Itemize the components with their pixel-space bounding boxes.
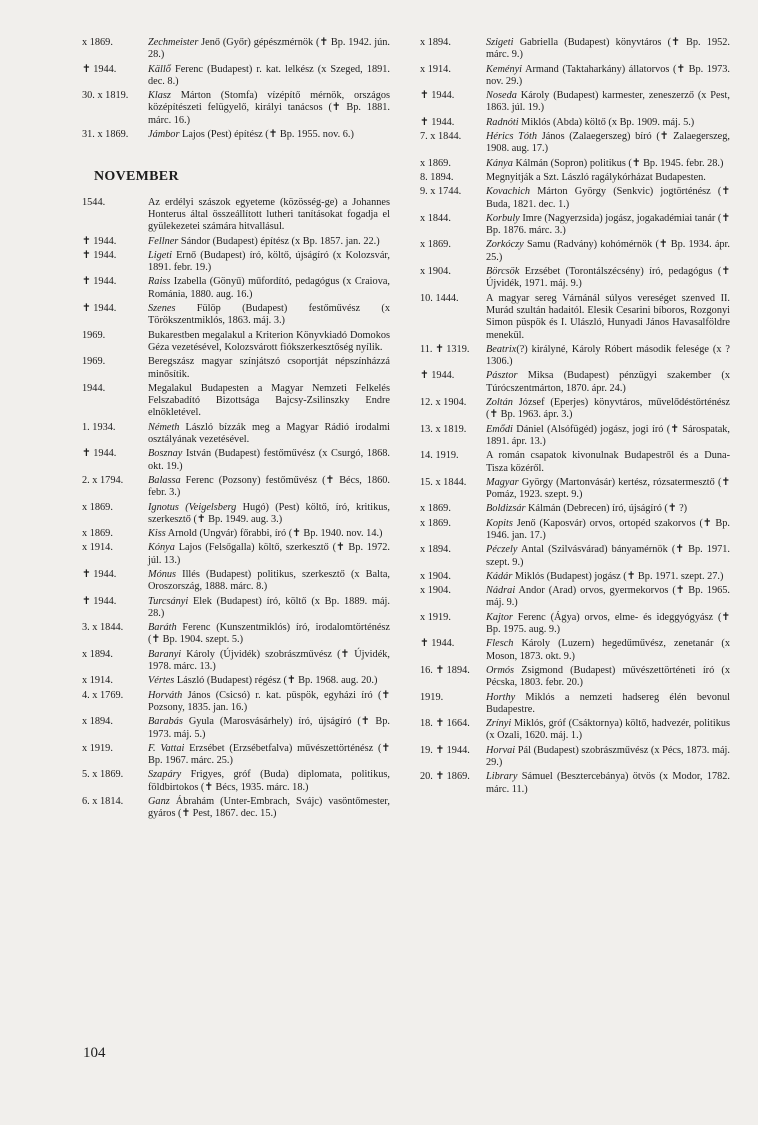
entry-description: István (Budapest) festőművész (x Csurgó, 1868. okt. 19.)	[148, 448, 390, 472]
entry-name: Szenes	[148, 303, 176, 315]
entry-date: x 1914.	[82, 542, 113, 554]
entry-name: Jámbor	[148, 129, 180, 141]
entry-description: Elek (Budapest) író, költő (x Bp. 1889. máj. 28.)	[148, 595, 390, 619]
entry-description: Miksa (Budapest) pénzügyi szakember (x Túrócszentmárton, 1870. ápr. 24.)	[486, 370, 730, 394]
entry-date: 20. ✝ 1869.	[420, 771, 470, 783]
entry-description: Illés (Budapest) politikus, szerkesztő (x Balta, Oroszország, 1888. márc. 8.)	[148, 568, 390, 593]
entry-description: József (Eperjes) könyvtáros, művelődéstörténész (✝ Bp. 1963. ápr. 3.)	[486, 397, 730, 421]
entry-date: 11. ✝ 1319.	[420, 343, 470, 355]
entry-date: x 1869.	[420, 503, 451, 515]
entry-name: Baráth	[148, 622, 177, 634]
entry-description: Miklós (Abda) költő (x Bp. 1909. máj. 5.)	[518, 116, 695, 128]
entry-text	[148, 90, 390, 127]
entry-date: 12. x 1904.	[420, 397, 467, 409]
calendar-entry	[420, 90, 730, 115]
entry-date: 5. x 1869.	[82, 769, 124, 781]
calendar-entry	[420, 131, 730, 156]
entry-description: Márton György (Senkvic) jogtörténész (✝ Buda, 1821. dec. 1.)	[486, 186, 730, 210]
entry-description: Kálmán (Sopron) politikus (✝ Bp. 1945. febr. 28.)	[512, 157, 724, 169]
entry-description: Az erdélyi szászok egyeteme (közösség-ge) a Johannes Honterus által összeállított lutheri tanításokat fogadja el gyülekezetei számára hitvallásul.	[148, 196, 390, 233]
entry-description: Lajos (Pest) építész (✝ Bp. 1955. nov. 6.)	[179, 129, 354, 141]
calendar-entry	[420, 718, 730, 743]
month-heading: NOVEMBER	[94, 169, 179, 185]
entry-date: ✝ 1944.	[82, 235, 117, 247]
entry-date: 15. x 1844.	[420, 476, 467, 488]
entry-date: x 1869.	[82, 37, 113, 48]
calendar-entry	[82, 197, 390, 234]
entry-description: Kálmán (Debrecen) író, újságíró (✝ ?)	[525, 503, 688, 515]
entry-name: Ganz	[148, 796, 170, 808]
entry-date: 1969.	[82, 356, 106, 368]
calendar-entry	[82, 330, 390, 355]
entry-description: Sándor (Budapest) építész (x Bp. 1857. jan. 22.)	[178, 235, 380, 247]
entry-date: x 1914.	[82, 675, 113, 687]
entry-text	[486, 37, 730, 62]
entry-date: ✝ 1944.	[82, 303, 117, 315]
entry-text	[148, 197, 390, 234]
entry-text	[486, 344, 730, 369]
entry-text	[486, 90, 730, 115]
entry-text	[148, 303, 390, 328]
entry-name: Library	[486, 771, 518, 783]
entry-description: János (Csicsó) r. kat. püspök, egyházi író (✝ Pozsony, 1835. jan. 16.)	[148, 689, 390, 713]
entry-description: Arnold (Ungvár) főrabbi, író (✝ Bp. 1940. nov. 14.)	[165, 528, 383, 540]
entry-description: Márton (Stomfa) vízépítő mérnök, országos középítészeti felügyelő, királyi tanácsos (✝ Bp. 1881. márc. 16.)	[148, 90, 390, 126]
calendar-entry	[82, 276, 390, 301]
calendar-entry	[82, 769, 390, 794]
entry-date: x 1894.	[420, 37, 451, 48]
entry-date: x 1869.	[420, 157, 451, 169]
entry-text	[486, 64, 730, 89]
entry-name: Kádár	[486, 570, 513, 582]
entry-date: ✝ 1944.	[82, 276, 117, 288]
entry-date: 6. x 1814.	[82, 796, 124, 808]
entry-name: Radnóti	[486, 116, 519, 128]
calendar-entry	[420, 117, 730, 129]
entry-description: Károly (Luzern) hegedűművész, zenetanár (x Moson, 1873. okt. 9.)	[486, 638, 730, 662]
entry-name: Boldizsár	[486, 503, 526, 515]
entry-name: Flesch	[486, 638, 514, 650]
entry-date: x 1919.	[82, 742, 113, 754]
entry-text	[148, 37, 390, 62]
entry-name: Horthy	[486, 691, 516, 703]
entry-name: Börcsök	[486, 266, 520, 278]
entry-date: 10. 1444.	[420, 292, 459, 304]
entry-name: Horváth	[148, 689, 183, 701]
calendar-entry	[420, 344, 730, 369]
entry-name: Pásztor	[486, 370, 518, 382]
calendar-entry	[420, 293, 730, 342]
calendar-entry	[82, 250, 390, 275]
entry-text	[486, 518, 730, 543]
calendar-entry	[82, 542, 390, 567]
entry-name: Beatrix	[486, 343, 517, 355]
entry-name: Vértes	[148, 675, 175, 687]
calendar-entry	[420, 571, 730, 583]
calendar-entry	[82, 528, 390, 540]
entry-description: János (Zalaegerszeg) bíró (✝ Zalaegerszeg, 1908. aug. 17.)	[486, 131, 730, 155]
entry-description: Dániel (Alsófügéd) jogász, jogi író (✝ Sárospatak, 1891. ápr. 13.)	[486, 423, 730, 447]
entry-date: 4. x 1769.	[82, 689, 124, 701]
entry-date: ✝ 1944.	[82, 595, 117, 607]
calendar-entry	[420, 518, 730, 543]
calendar-entry	[82, 716, 390, 741]
entry-name: F. Vattai	[148, 742, 185, 754]
entry-name: Keményi	[486, 63, 523, 75]
calendar-entry	[82, 129, 390, 141]
entry-date: 14. 1919.	[420, 450, 459, 462]
entry-text	[148, 330, 390, 355]
entry-text	[486, 397, 730, 422]
entry-text	[148, 542, 390, 567]
entry-description: Ernő (Budapest) író, költő, újságíró (x Kolozsvár, 1891. febr. 19.)	[148, 249, 390, 274]
entry-name: Mónus	[148, 568, 177, 580]
entry-text	[148, 502, 390, 527]
calendar-entry	[420, 477, 730, 502]
calendar-entry	[420, 745, 730, 770]
entry-text	[148, 690, 390, 715]
entry-name: Klasz	[148, 90, 171, 102]
entry-text	[148, 743, 390, 768]
entry-description: Ferenc (Pozsony) festőművész (✝ Bécs, 1860. febr. 3.)	[148, 474, 390, 499]
entry-text	[486, 266, 730, 291]
entry-date: 7. x 1844.	[420, 131, 462, 143]
entry-description: Samu (Radvány) kohómérnök (✝ Bp. 1934. ápr. 25.)	[486, 239, 730, 263]
entry-text	[486, 477, 730, 502]
entry-text	[486, 745, 730, 770]
entry-date: ✝ 1944.	[420, 370, 455, 382]
calendar-entry	[82, 502, 390, 527]
calendar-entry	[420, 172, 730, 184]
entry-name: Horvai	[486, 744, 516, 756]
entry-date: ✝ 1944.	[82, 448, 117, 460]
calendar-entry	[82, 236, 390, 248]
entry-date: x 1869.	[420, 517, 451, 529]
left-column	[82, 37, 390, 823]
entry-name: Magyar	[486, 476, 519, 488]
entry-name: Ignotus (Veigelsberg	[148, 501, 237, 513]
entry-description: Károly (Újvidék) szobrászművész (✝ Újvidék, 1978. márc. 13.)	[148, 648, 390, 673]
entry-name: Zrínyi	[486, 718, 512, 730]
entry-text	[148, 64, 390, 89]
entry-description: Gabriella (Budapest) könyvtáros (✝ Bp. 1952. márc. 9.)	[486, 37, 730, 61]
entry-date: x 1869.	[82, 528, 113, 540]
entry-text	[486, 503, 730, 515]
entry-date: x 1904.	[420, 266, 451, 278]
entry-name: Nádrai	[486, 585, 516, 597]
entry-date: x 1914.	[420, 63, 451, 75]
calendar-entry	[420, 612, 730, 637]
entry-text	[148, 675, 390, 687]
entry-text	[148, 129, 390, 141]
calendar-entry	[82, 622, 390, 647]
entry-text	[486, 571, 730, 583]
entry-description: Károly (Budapest) karmester, zeneszerző (x Pest, 1863. júl. 19.)	[486, 90, 730, 114]
entry-description: Beregszász magyar színjátszó csoportját népszínházzá minősítik.	[148, 356, 390, 380]
calendar-entry	[420, 213, 730, 238]
entry-text	[486, 424, 730, 449]
entry-description: György (Martonvásár) kertész, rózsatermesztő (✝ Pomáz, 1923. szept. 9.)	[486, 476, 730, 501]
entry-name: Barabás	[148, 716, 183, 728]
entry-name: Ligeti	[148, 249, 173, 261]
calendar-entry	[420, 585, 730, 610]
entry-text	[148, 716, 390, 741]
entry-name: Szigeti	[486, 37, 514, 48]
entry-name: Kónya	[148, 542, 175, 554]
entry-text	[148, 276, 390, 301]
entry-date: 1969.	[82, 329, 106, 341]
entry-date: ✝ 1944.	[82, 63, 117, 75]
calendar-entry	[420, 544, 730, 569]
entry-name: Bosznay	[148, 448, 183, 460]
entry-date: 16. ✝ 1894.	[420, 664, 470, 676]
entry-date: 3. x 1844.	[82, 622, 124, 634]
entry-name: Németh	[148, 421, 180, 433]
calendar-entry	[420, 692, 730, 717]
entry-date: 30. x 1819.	[82, 90, 129, 102]
entry-text	[486, 718, 730, 743]
calendar-entry	[420, 424, 730, 449]
entry-date: x 1919.	[420, 611, 451, 623]
entry-name: Kiss	[148, 528, 166, 540]
calendar-entry	[82, 383, 390, 420]
entry-date: 2. x 1794.	[82, 474, 124, 486]
entry-description: Andor (Arad) orvos, gyermekorvos (✝ Bp. 1965. máj. 9.)	[486, 585, 730, 609]
entry-description: Ferenc (Kunszentmiklós) író, irodalomtörténész (✝ Bp. 1904. szept. 5.)	[148, 622, 390, 646]
entry-description: Ferenc (Budapest) r. kat. lelkész (x Szeged, 1891. dec. 8.)	[148, 63, 390, 87]
entry-name: Noseda	[486, 90, 517, 102]
entry-name: Korbuly	[486, 212, 520, 224]
entry-name: Kajtor	[486, 611, 513, 623]
right-column	[420, 37, 730, 798]
entry-name: Kopits	[486, 517, 513, 529]
entry-name: Zechmeister	[148, 37, 199, 48]
entry-name: Baranyi	[148, 648, 182, 660]
entry-text	[148, 448, 390, 473]
entry-description: László bízzák meg a Magyar Rádió irodalmi osztályának vezetésével.	[148, 421, 390, 446]
entry-description: (?) királyné, Károly Róbert második felesége (x ? 1306.)	[486, 343, 730, 368]
calendar-entry	[82, 796, 390, 821]
entry-text	[486, 544, 730, 569]
calendar-entry	[82, 356, 390, 381]
entry-text	[148, 769, 390, 794]
entry-text	[486, 370, 730, 395]
calendar-entry	[82, 64, 390, 89]
entry-name: Balassa	[148, 474, 181, 486]
entry-description: Miklós a nemzeti hadsereg élén bevonul Budapestre.	[486, 691, 730, 715]
calendar-entry	[82, 448, 390, 473]
entry-name: Källő	[148, 63, 171, 75]
entry-name: Ormós	[486, 664, 515, 676]
entry-date: 1. 1934.	[82, 421, 116, 433]
entry-date: ✝ 1944.	[420, 638, 455, 650]
entry-date: ✝ 1944.	[420, 116, 455, 128]
calendar-entry	[82, 690, 390, 715]
calendar-entry	[82, 303, 390, 328]
calendar-entry	[420, 64, 730, 89]
entry-text	[486, 692, 730, 717]
entry-text	[486, 638, 730, 663]
entry-date: x 1894.	[82, 648, 113, 660]
entry-description: A román csapatok kivonulnak Budapestről és a Duna-Tisza közéről.	[486, 450, 730, 474]
entry-text	[486, 239, 730, 264]
entry-text	[148, 356, 390, 381]
entry-date: 9. x 1744.	[420, 186, 462, 198]
entry-description: László (Budapest) régész (✝ Bp. 1968. aug. 20.)	[174, 675, 378, 687]
entry-text	[148, 528, 390, 540]
entry-date: x 1844.	[420, 212, 451, 224]
entry-text	[148, 596, 390, 621]
entry-date: 1944.	[82, 382, 106, 394]
entry-description: A magyar sereg Várnánál súlyos vereséget szenved II. Murád szultán hadaitól. Elesik Cesarini bíboros, Rozgonyi Simon püspök és I. Ulászló, Hunyadi János Havasalföldre menekül.	[486, 292, 730, 341]
entry-date: 13. x 1819.	[420, 423, 467, 435]
entry-text	[486, 585, 730, 610]
entry-description: Hugó) (Pest) költő, író, kritikus, szerkesztő (✝ Bp. 1949. aug. 3.)	[148, 501, 390, 525]
entry-description: Lajos (Felsőgalla) költő, szerkesztő (✝ Bp. 1972. júl. 13.)	[148, 542, 390, 566]
calendar-entry	[420, 158, 730, 170]
entry-description: Miklós (Budapest) jogász (✝ Bp. 1971. szept. 27.)	[512, 570, 724, 582]
entry-text	[148, 236, 390, 248]
calendar-entry	[82, 37, 390, 62]
entry-text	[148, 569, 390, 594]
entry-date: x 1869.	[82, 501, 113, 513]
calendar-entry	[420, 239, 730, 264]
entry-description: Miklós, gróf (Csáktornya) költő, hadvezér, politikus (x Ozali, 1620. máj. 1.)	[486, 718, 730, 742]
entry-description: Antal (Szilvásvárad) bányamérnök (✝ Bp. 1971. szept. 9.)	[486, 544, 730, 568]
entry-text	[148, 649, 390, 674]
entry-description: Jenő (Győr) gépészmérnök (✝ Bp. 1942. jún. 28.)	[148, 37, 390, 61]
entry-text	[486, 186, 730, 211]
calendar-entry	[420, 370, 730, 395]
calendar-entry	[420, 450, 730, 475]
entry-description: Megalakul Budapesten a Magyar Nemzeti Felkelés Felszabadító Bizottsága Bajcsy-Zsilinszky Endre elnökletével.	[148, 382, 390, 419]
entry-date: 8. 1894.	[420, 171, 454, 183]
entry-name: Szapáry	[148, 769, 182, 781]
entry-date: 18. ✝ 1664.	[420, 718, 470, 730]
entry-date: x 1904.	[420, 570, 451, 582]
entry-name: Emődi	[486, 423, 513, 435]
calendar-entry	[82, 596, 390, 621]
entry-description: Imre (Nagyerzsida) jogász, jogakadémiai tanár (✝ Bp. 1876. márc. 3.)	[486, 212, 730, 237]
entry-description: Fülöp (Budapest) festőművész (x Törökszentmiklós, 1863. máj. 3.)	[148, 303, 390, 327]
page-number: 104	[83, 1045, 106, 1061]
calendar-entry	[82, 675, 390, 687]
entry-description: Ferenc (Ágya) orvos, elme- és ideggyógyász (✝ Bp. 1975. aug. 9.)	[486, 611, 730, 636]
entry-text	[148, 250, 390, 275]
entry-description: Gyula (Marosvásárhely) író, újságíró (✝ Bp. 1973. máj. 5.)	[148, 716, 390, 740]
entry-text	[486, 771, 730, 796]
calendar-entry	[82, 90, 390, 127]
calendar-entry	[420, 397, 730, 422]
entry-date: 1544.	[82, 196, 106, 208]
entry-description: Erzsébet (Torontálszécsény) író, pedagógus (✝ Újvidék, 1971. máj. 9.)	[486, 266, 730, 290]
entry-date: x 1904.	[420, 585, 451, 597]
entry-name: Kovachich	[486, 186, 531, 198]
entry-text	[486, 293, 730, 342]
entry-text	[486, 172, 730, 184]
calendar-entry	[420, 37, 730, 62]
entry-description: Izabella (Gönyű) műfordító, pedagógus (x Craiova, Románia, 1880. aug. 16.)	[148, 276, 390, 300]
entry-description: Megnyitják a Szt. László ragálykórházat Budapesten.	[486, 171, 706, 183]
entry-text	[486, 158, 730, 170]
entry-name: Zorkóczy	[486, 239, 524, 251]
entry-date: x 1869.	[420, 239, 451, 251]
entry-date: 19. ✝ 1944.	[420, 744, 470, 756]
entry-date: 31. x 1869.	[82, 129, 129, 141]
entry-description: Erzsébet (Erzsébetfalva) művészettörténész (✝ Bp. 1967. márc. 25.)	[148, 742, 391, 767]
entry-text	[486, 117, 730, 129]
entry-name: Hérics Tóth	[486, 131, 538, 143]
calendar-entry	[420, 638, 730, 663]
calendar-entry	[420, 665, 730, 690]
entry-name: Fellner	[148, 235, 179, 247]
entry-name: Raiss	[148, 276, 171, 288]
calendar-entry	[82, 422, 390, 447]
entry-date: x 1894.	[420, 544, 451, 556]
entry-date: ✝ 1944.	[82, 568, 117, 580]
entry-text	[486, 612, 730, 637]
calendar-entry	[82, 743, 390, 768]
calendar-entry	[82, 649, 390, 674]
entry-name: Péczely	[486, 544, 518, 556]
entry-name: Kánya	[486, 157, 513, 169]
entry-text	[148, 796, 390, 821]
entry-description: Bukarestben megalakul a Kriterion Könyvkiadó Domokos Géza vezetésével, Kolozsvárott fiókszerkesztőség nyílik.	[148, 329, 390, 353]
entry-description: Pál (Budapest) szobrászművész (x Pécs, 1873. máj. 29.)	[486, 744, 730, 769]
entry-text	[148, 383, 390, 420]
entry-text	[148, 422, 390, 447]
entry-date: x 1894.	[82, 716, 113, 728]
entry-description: Jenő (Kaposvár) orvos, ortopéd szakorvos (✝ Bp. 1946. jan. 17.)	[486, 517, 730, 541]
calendar-entry	[82, 569, 390, 594]
entry-text	[486, 213, 730, 238]
entry-description: Frigyes, gróf (Buda) diplomata, politikus, földbirtokos (✝ Bécs, 1935. márc. 18.)	[148, 769, 390, 793]
calendar-entry	[420, 503, 730, 515]
entry-date: ✝ 1944.	[420, 90, 455, 102]
entry-description: Armand (Taktaharkány) állatorvos (✝ Bp. 1973. nov. 29.)	[486, 63, 730, 87]
entry-name: Zoltán	[486, 397, 513, 409]
entry-date: ✝ 1944.	[82, 249, 117, 261]
entry-name: Turcsányi	[148, 595, 189, 607]
calendar-entry	[420, 186, 730, 211]
entry-description: Zsigmond (Budapest) művészettörténeti író (x Pécska, 1803. febr. 20.)	[486, 664, 730, 689]
entry-text	[486, 450, 730, 475]
entry-text	[486, 131, 730, 156]
entry-text	[148, 475, 390, 500]
entry-description: Ábrahám (Unter-Embrach, Svájc) vasöntőmester, gyáros (✝ Pest, 1867. dec. 15.)	[148, 796, 390, 820]
entry-date: 1919.	[420, 691, 444, 703]
calendar-entry	[82, 475, 390, 500]
entry-text	[148, 622, 390, 647]
entry-description: Sámuel (Besztercebánya) ötvös (x Modor, 1782. márc. 11.)	[486, 771, 730, 795]
calendar-entry	[420, 266, 730, 291]
calendar-entry	[420, 771, 730, 796]
entry-text	[486, 665, 730, 690]
